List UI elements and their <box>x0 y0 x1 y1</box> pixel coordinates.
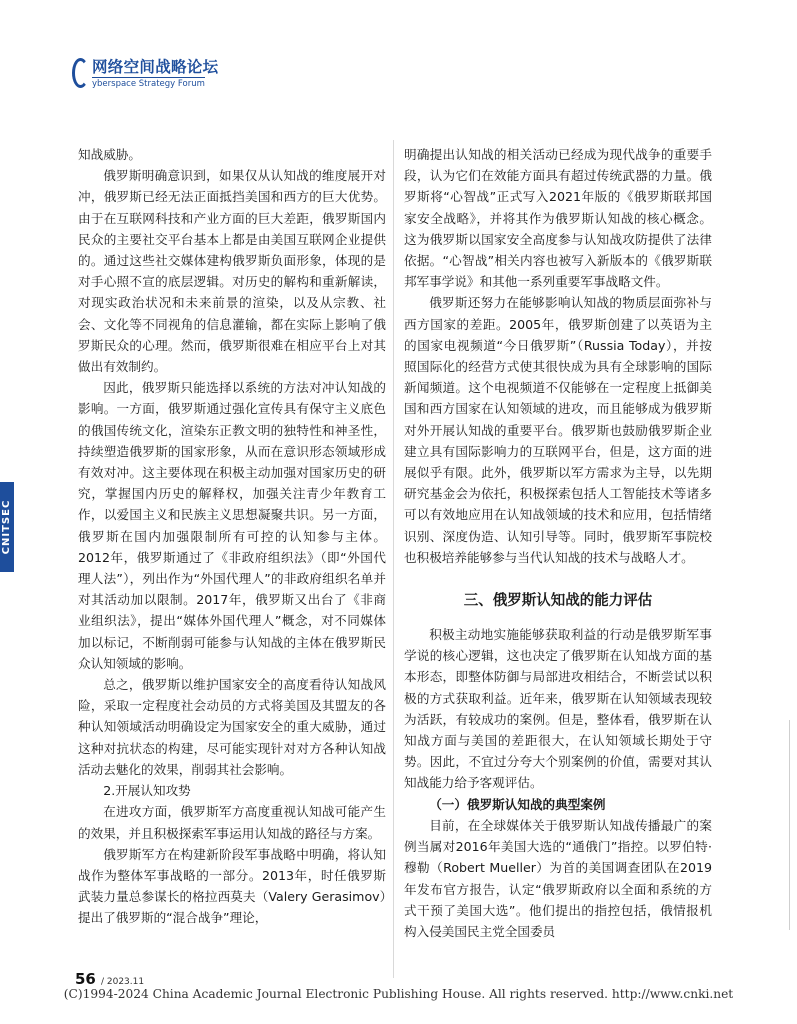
subsection-heading: （一）俄罗斯认知战的典型案例 <box>429 796 606 812</box>
paragraph: 俄罗斯还努力在能够影响认知战的物质层面弥补与西方国家的差距。2005年，俄罗斯创建了以英语为主的国家电视频道“今日俄罗斯”（Russia Today），并按照国际化的经营方式使其很快成为具有全球影响的国际新闻频道。这个电视频道不仅能够在一定程度上抵御美国和西方国家在认知领域的进攻，而且能够成为俄罗斯对外开展认知战的重要平台。俄罗斯也鼓励俄罗斯企业建立具有国际影响力的互联网平台，但是，这方面的进展似乎有限。此外，俄罗斯以军方需求为主导，以先期研究基金会为依托，积极探索包括人工智能技术等诸多可以有效地应用在认知战领域的技术和应用，包括情绪识别、深度伪造、认知引导等。同时，俄罗斯军事院校也积极培养能够参与当代认知战的技术与战略人才。 <box>404 295 712 565</box>
column-divider <box>393 140 394 978</box>
left-column <box>78 144 386 929</box>
paragraph: 因此，俄罗斯只能选择以系统的方法对冲认知战的影响。一方面，俄罗斯通过强化宣传具有保守主义底色的俄国传统文化，渲染东正教文明的独特性和神圣性，持续塑造俄罗斯的国家形象，从而在意识形态领域形成有效对冲。这主要体现在积极主动加强对国家历史的研究，掌握国内历史的解释权，加强关注青少年教育工作，以爱国主义和民族主义思想凝聚共识。另一方面，俄罗斯在国内加强限制所有可控的认知参与主体。2012年，俄罗斯通过了《非政府组织法》（即“外国代理人法”），列出作为“外国代理人”的非政府组织名单并对其活动加以限制。2017年，俄罗斯又出台了《非商业组织法》，提出“媒体外国代理人”概念，对不同媒体加以标记，不断削弱可能参与认知战的主体在俄罗斯民众认知领域的影响。 <box>78 380 386 671</box>
paragraph: 俄罗斯军方在构建新阶段军事战略中明确，将认知战作为整体军事战略的一部分。2013年，时任俄罗斯武装力量总参谋长的格拉西莫夫（Valery Gerasimov）提出了俄罗斯的“混合战争”理论， <box>78 846 386 926</box>
paragraph: 俄罗斯明确意识到，如果仅从认知战的维度展开对冲，俄罗斯已经无法正面抵挡美国和西方的巨大优势。由于在互联网科技和产业方面的巨大差距，俄罗斯国内民众的主要社交平台基本上都是由美国互联网企业提供的。通过这些社交媒体建构俄罗斯负面形象，体现的是对手心照不宣的底层逻辑。对历史的解构和重新解读，对现实政治状况和未来前景的渲染，以及从宗教、社会、文化等不同视角的信息灌输，都在实际上影响了俄罗斯民众的心理。然而，俄罗斯很难在相应平台上对其做出有效制约。 <box>78 168 386 375</box>
paragraph: 积极主动地实施能够获取利益的行动是俄罗斯军事学说的核心逻辑，这也决定了俄罗斯在认知战方面的基本形态，即整体防御与局部进攻相结合，不断尝试以积极的方式获取利益。近年来，俄罗斯在认知领域表现较为活跃，有较成功的案例。但是，整体看，俄罗斯在认知战方面与美国的差距很大，在认知领域长期处于守势。因此，不宜过分夸大个别案例的价值，需要对其认知战能力给予客观评估。 <box>404 627 712 791</box>
subsection-heading: 2.开展认知攻势 <box>103 783 191 799</box>
journal-logo <box>72 58 252 90</box>
journal-subtitle: yberspace Strategy Forum <box>92 79 205 89</box>
right-column <box>404 144 712 942</box>
copyright-footer: (C)1994-2024 China Academic Journal Electronic Publishing House. All rights reserved. http://www.cnki.net <box>63 987 734 1001</box>
right-edge-mark <box>789 720 797 930</box>
page-number: 56 <box>75 970 96 988</box>
side-tab-label: CNITSEC <box>1 499 12 555</box>
journal-title: 网络空间战略论坛 <box>92 58 219 76</box>
paragraph: 在进攻方面，俄罗斯军方高度重视认知战可能产生的效果，并且积极探索军事运用认知战的路径与方案。 <box>78 804 386 841</box>
issue-date: / 2023.11 <box>100 977 145 987</box>
paragraph: 总之，俄罗斯以维护国家安全的高度看待认知战风险，采取一定程度社会动员的方式将美国及其盟友的各种认知领域活动明确设定为国家安全的重大威胁，通过这种对抗状态的构建，尽可能实现针对对方各种认知战活动去魅化的效果，削弱其社会影响。 <box>78 677 386 777</box>
paragraph: 目前，在全球媒体关于俄罗斯认知战传播最广的案例当属对2016年美国大选的“通俄门”指控。以罗伯特·穆勒（Robert Mueller）为首的美国调查团队在2019年发布官方报告，认定“俄罗斯政府以全面和系统的方式干预了美国大选”。他们提出的指控包括，俄情报机构入侵美国民主党全国委员 <box>404 817 712 939</box>
paragraph: 明确提出认知战的相关活动已经成为现代战争的重要手段，认为它们在效能方面具有超过传统武器的力量。俄罗斯将“心智战”正式写入2021年版的《俄罗斯联邦国家安全战略》，并将其作为俄罗斯认知战的核心概念。这为俄罗斯以国家安全高度参与认知战攻防提供了法律依据。“心智战”相关内容也被写入新版本的《俄罗斯联邦军事学说》和其他一系列重要军事战略文件。 <box>404 147 712 290</box>
section-heading: 三、俄罗斯认知战的能力评估 <box>463 593 653 610</box>
paragraph: 知战威胁。 <box>78 147 141 162</box>
cyberspace-c-logo-icon <box>72 58 89 88</box>
